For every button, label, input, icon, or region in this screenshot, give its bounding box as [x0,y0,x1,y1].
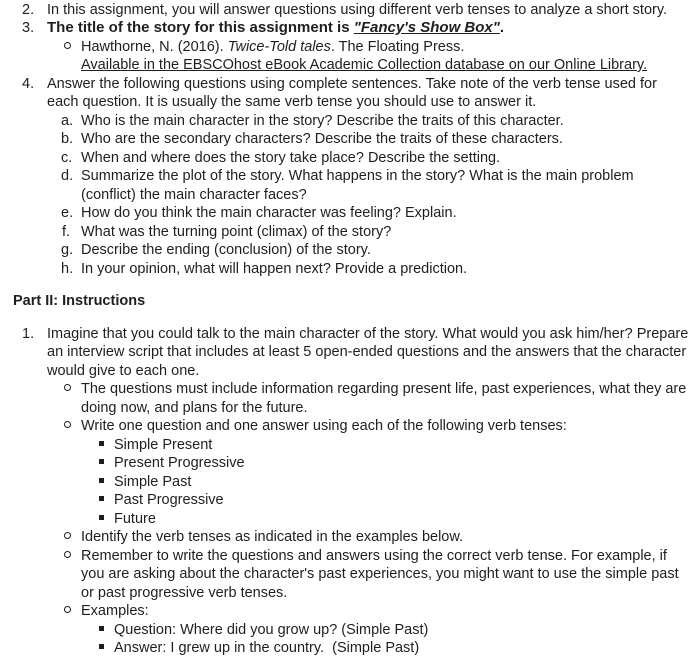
item-2-text: In this assignment, you will answer questions using different verb tenses to analyze a short story. [47,2,668,18]
question-e: How do you think the main character was feeling? Explain. [81,205,457,221]
item-3-suffix: . [499,19,505,36]
question-c: When and where does the story take place? Describe the setting. [81,150,501,166]
bullet-2: Write one question and one answer using each of the following verb tenses: [81,418,567,434]
citation [81,38,464,56]
example-answer: Answer: I grew up in the country. (Simple Past) [114,640,420,656]
tense-future: Future [114,511,156,527]
question-letter: c. [61,150,73,166]
bullet [64,417,71,435]
square-bullet [99,454,104,472]
square-bullet [99,473,104,491]
question-letter: d. [61,168,74,184]
square-bullet [99,491,104,509]
citation-rest: . The Floating Press. [330,39,465,55]
question-letter: a. [61,113,74,129]
question-d-continued: (conflict) the main character faces? [81,187,307,203]
question-g: Describe the ending (conclusion) of the story. [81,242,371,258]
question-b: Who are the secondary characters? Describe the traits of these characters. [81,131,563,147]
item-1-line-1: Imagine that you could talk to the main character of the story. What would you ask him/her? Prepare [47,326,689,342]
question-letter: b. [61,131,74,147]
bullet-1-line-2: doing now, and plans for the future. [81,400,308,416]
bullet-4-line-2: you are asking about the character's past experiences, you might want to use the simple past [81,566,679,582]
citation-book: Twice-Told tales [227,39,331,55]
citation-author: Hawthorne, N. (2016). [81,39,228,55]
bullet-5: Examples: [81,603,149,619]
bullet-1-line-1: The questions must include information regarding present life, past experiences, what they are [81,381,687,397]
item-1-line-2: an interview script that includes at least 5 open-ended questions and the answers that the character [47,344,687,360]
square-bullet [99,436,104,454]
square-bullet [99,621,104,639]
item-3-text [47,19,504,37]
question-letter: e. [61,205,74,221]
item-3-prefix: The title of the story for this assignment is [47,19,354,36]
item-1-line-3: would give to each one. [47,363,200,379]
bullet-4-line-3: or past progressive verb tenses. [81,585,288,601]
question-letter: g. [61,242,74,258]
bullet-4-line-1: Remember to write the questions and answers using the correct verb tense. For example, if [81,548,667,564]
item-4-line-2: each question. It is usually the same verb tense you should use to answer it. [47,94,537,110]
tense-simple-past: Simple Past [114,474,192,490]
item-4-line-1: Answer the following questions using complete sentences. Take note of the verb tense used for [47,76,657,92]
tense-simple-present: Simple Present [114,437,213,453]
bullet [64,547,71,565]
bullet-3: Identify the verb tenses as indicated in the examples below. [81,529,464,545]
question-letter: f. [62,224,71,240]
list-number-2: 2. [22,2,35,18]
citation-bullet [64,38,71,56]
bullet [64,380,71,398]
bullet [64,602,71,620]
question-f: What was the turning point (climax) of the story? [81,224,392,240]
bullet [64,528,71,546]
section-heading: Part II: Instructions [13,293,146,309]
question-d: Summarize the plot of the story. What happens in the story? What is the main problem [81,168,634,184]
list-number-4: 4. [22,76,35,92]
question-letter: h. [61,261,74,277]
question-h: In your opinion, what will happen next? Provide a prediction. [81,261,468,277]
example-question: Question: Where did you grow up? (Simple Past) [114,622,429,638]
question-a: Who is the main character in the story? Describe the traits of this character. [81,113,564,129]
list-number-3: 3. [22,20,35,36]
library-link[interactable]: Available in the EBSCOhost eBook Academic Collection database on our Online Library. [81,57,648,73]
tense-present-progressive: Present Progressive [114,455,245,471]
story-title: "Fancy's Show Box" [353,19,500,36]
square-bullet [99,510,104,528]
tense-past-progressive: Past Progressive [114,492,224,508]
square-bullet [99,639,104,657]
list-number-1: 1. [22,326,35,342]
